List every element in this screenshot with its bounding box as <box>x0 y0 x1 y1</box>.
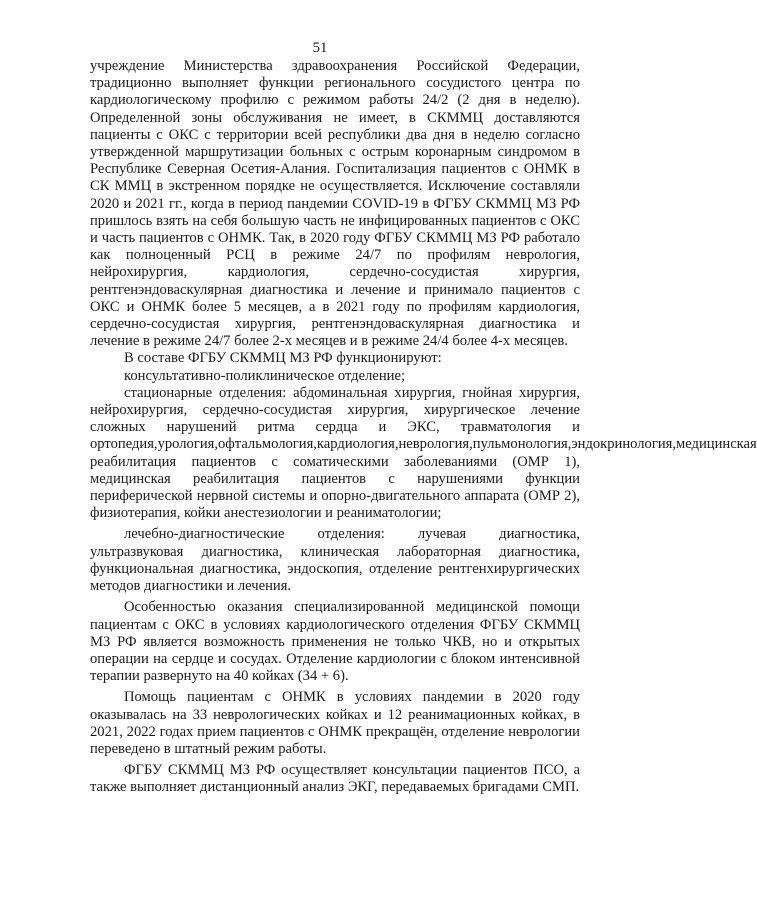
paragraph-diagnostic-departments: лечебно-диагностические отделения: лучевая диагностика, ультразвуковая диагностика, клиническая лабораторная диагностика, функциональная диагностика, эндоскопия, отделение рентгенхирургических методов диагностики и лечения. <box>90 526 580 595</box>
paragraph-onmk-pandemic-care: Помощь пациентам с ОНМК в условиях пандемии в 2020 году оказывалась на 33 неврологических койках и 12 реанимационных койках, в 2021, 2022 годах прием пациентов с ОНМК прекращён, отделение неврологии переведено в штатный режим работы. <box>90 689 580 757</box>
paragraph-structure-intro: В составе ФГБУ СКММЦ МЗ РФ функционируют: <box>124 350 442 367</box>
paragraph-pso-consultations: ФГБУ СКММЦ МЗ РФ осуществляет консультации пациентов ПСО, а также выполняет дистанционный анализ ЭКГ, передаваемых бригадами СМП. <box>90 762 580 796</box>
paragraph-outpatient-department: консультативно-поликлиническое отделение; <box>124 367 405 384</box>
document-body <box>90 58 757 797</box>
paragraph-rsc-description: учреждение Министерства здравоохранения Российской Федерации, традиционно выполняет функции регионального сосудистого центра по кардиологическому профилю с режимом работы 24/2 (2 дня в неделю). Определенной зоны обслуживания не имеет, в СКММЦ доставляются пациенты с ОКС с территории всей республики два дня в неделю согласно утвержденной маршрутизации больных с острым коронарным синдромом в Республике Северная Осетия-Алания. Госпитализация пациентов с ОНМК в СК ММЦ в экстренном порядке не осуществляется. Исключение составляли 2020 и 2021 гг., когда в период пандемии COVID-19 в ФГБУ СКММЦ МЗ РФ пришлось взять на себя большую часть не инфицированных пациентов с ОКС и часть пациентов с ОНМК. Так, в 2020 году ФГБУ СКММЦ МЗ РФ работало как полноценный РСЦ в режиме 24/7 по профилям неврология, нейрохирургия, кардиология, сердечно-сосудистая хирургия, рентгенэндоваскулярная диагностика и лечение и принимало пациентов с ОКС и ОНМК более 5 месяцев, а в 2021 году по профилям кардиология, сердечно-сосудистая хирургия, рентгенэндоваскулярная диагностика и лечение в режиме 24/7 более 2-х месяцев и в режиме 24/4 более 4-х месяцев. <box>90 58 580 350</box>
page-number: 51 <box>312 40 328 56</box>
paragraph-inpatient-departments: стационарные отделения: абдоминальная хирургия, гнойная хирургия, нейрохирургия, сердечно-сосудистая хирургия, хирургическое лечение сложных нарушений ритма сердца и ЭКС, травматология и ортопедия,урология,офтальмология,кардиология,неврология,пульмонология,эндокринология,медицинская реабилитация пациентов с соматическими заболеваниями (ОМР 1), медицинская реабилитация пациентов с нарушениями функции периферической нервной системы и опорно-двигательного аппарата (ОМР 2), физиотерапия, койки анестезиологии и реаниматологии; <box>90 384 757 522</box>
paragraph-oks-care-features: Особенностью оказания специализированной медицинской помощи пациентам с ОКС в условиях кардиологического отделения ФГБУ СКММЦ МЗ РФ является возможность применения не только ЧКВ, но и открытых операции на сердце и сосудах. Отделение кардиологии с блоком интенсивной терапии развернуто на 40 койках (34 + 6). <box>90 599 580 685</box>
